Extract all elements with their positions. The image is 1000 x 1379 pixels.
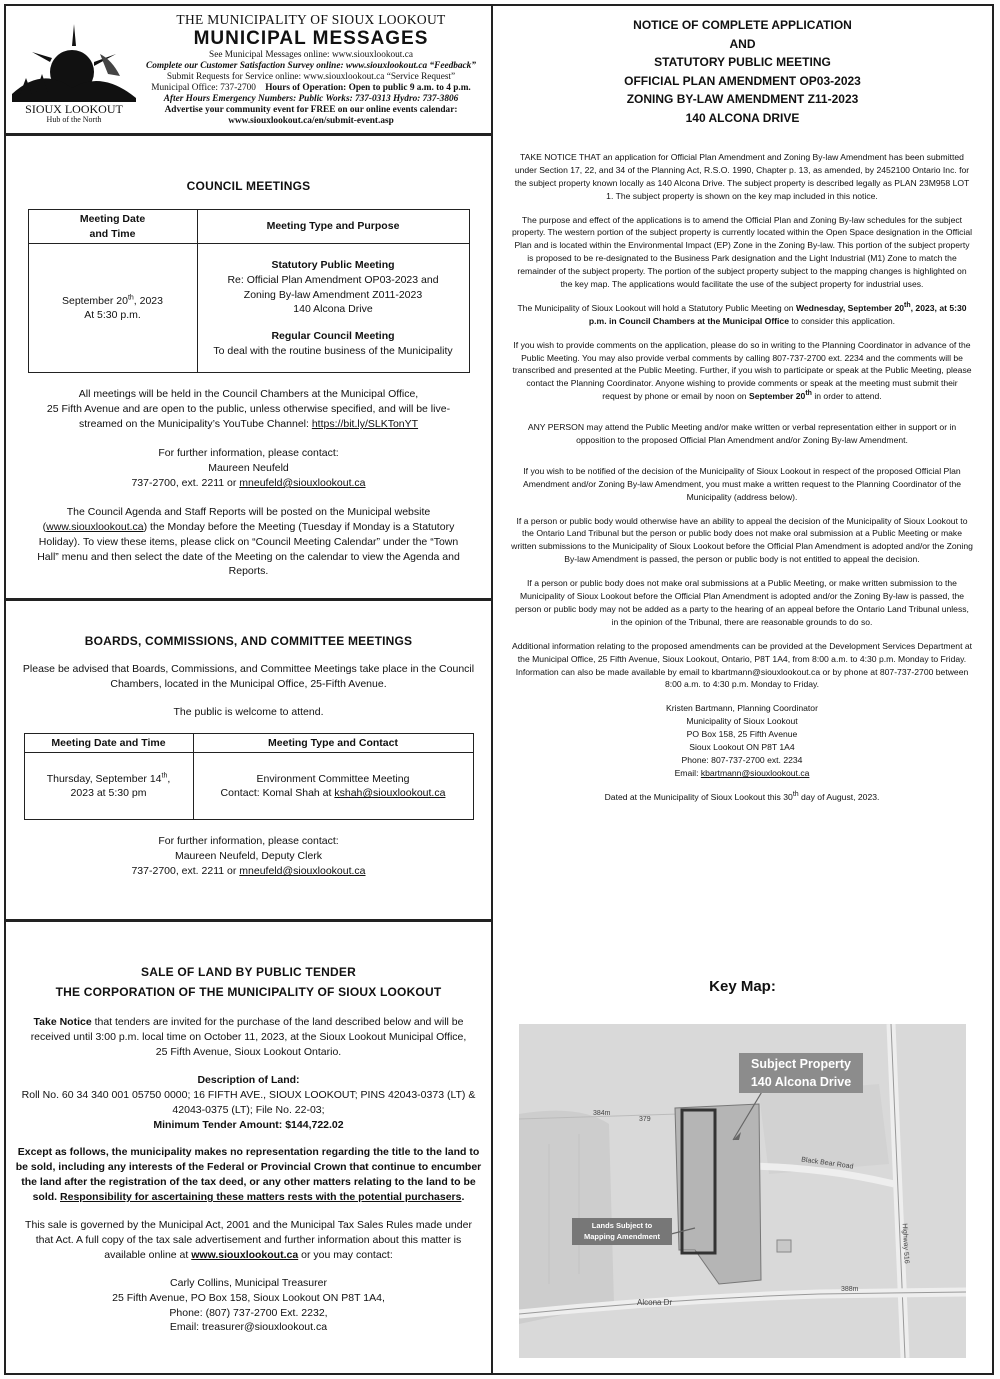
municipality-name: THE MUNICIPALITY OF SIOUX LOOKOUT	[176, 12, 446, 27]
logo-tagline: Hub of the North	[46, 115, 102, 124]
header-line-2: Complete our Customer Satisfaction Survey online: www.siouxlookout.ca “Feedback”	[146, 61, 476, 72]
header-title: MUNICIPAL MESSAGES	[193, 27, 429, 49]
coordinator-email-link[interactable]: kbartmann@siouxlookout.ca	[700, 767, 810, 778]
council-contact: For further information, please contact: Maureen Neufeld 737-2700, ext. 2211 or mneufeld@siouxlookout.ca	[131, 447, 366, 489]
tender-notice: Take Notice that tenders are invited for the purchase of the land described below and will be received until 3:00 p.m. local time on October 11, 2023, at the Sioux Lookout Municipal Office, 25 Fifth Avenue, Sioux Lookout Ontario.	[30, 1016, 467, 1058]
newspaper-page	[4, 4, 994, 1375]
boards-meetings-table	[24, 733, 474, 821]
notice-paragraph-1: TAKE NOTICE THAT an application for Official Plan Amendment and Zoning By-law Amendment has been submitted under Section 17, 22, and 34 of the Planning Act, R.S.O. 1990, Chapter p. 13, as amended, by 2452100 Ontario Inc. for the subject property known locally as 140 Alcona Drive. The subject property is described legally as PLAN 23M958 LOT 1. The subject property is shown on the key map included in this notice.	[514, 152, 970, 201]
meeting-date-cell: Thursday, September 14th, 2023 at 5:30 pm	[24, 753, 193, 820]
meeting-contact-cell: Environment Committee Meeting Contact: Komal Shah at kshah@siouxlookout.ca	[193, 753, 473, 820]
subject-property-label: Subject Property 140 Alcona Drive	[739, 1053, 863, 1093]
table-header-row	[28, 210, 469, 244]
council-meetings-table	[28, 209, 470, 373]
website-link[interactable]: www.siouxlookout.ca	[46, 520, 144, 533]
header-line-3: Submit Requests for Service online: www.siouxlookout.ca “Service Request”	[166, 72, 456, 83]
boards-heading: BOARDS, COMMISSIONS, AND COMMITTEE MEETINGS	[84, 634, 413, 648]
planning-coordinator-signature: Kristen Bartmann, Planning Coordinator Municipality of Sioux Lookout PO Box 158, 25 Fifth Avenue Sioux Lookout ON P8T 1A4 Phone: 807-737-2700 ext. 2234 Email: kbartmann@siouxlookout.ca	[666, 703, 818, 778]
table-header-type: Meeting Type and Purpose	[197, 210, 469, 244]
notice-paragraph-8: If a person or public body does not make oral submissions at a Public Meeting, or make written submission to the Municipality of Sioux Lookout before the Official Plan Amendment is adopted and/or the Zoning By-law is passed, the person or public body may not be added as a party to the hearing of an appeal before the Ontario Land Tribunal unless, in the opinion of the Tribunal, there are reasonable grounds to do so.	[515, 578, 969, 627]
header-line-1: See Municipal Messages online: www.siouxlookout.ca	[209, 50, 413, 61]
separator	[6, 133, 491, 136]
table-row	[28, 244, 469, 373]
black-bear-road-label: Black Bear Road	[800, 1156, 854, 1171]
alcona-dr-label: Alcona Dr	[637, 1298, 673, 1307]
council-paragraph-1: All meetings will be held in the Council Chambers at the Municipal Office, 25 Fifth Avenue and are open to the public, unless otherwise specified, and will be live- streamed on the Municipality’s YouTube Channel: https://bit.ly/SLKTonYT	[46, 388, 451, 431]
table-row	[24, 753, 473, 820]
header-text	[136, 12, 486, 127]
highway-516-label: Highway 516	[900, 1223, 910, 1264]
office-hours: Hours of Operation: Open to public 9 a.m. to 4 p.m.	[265, 83, 471, 94]
notice-paragraph-4: If you wish to provide comments on the application, please do so in writing to the Planning Coordinator in advance of the Public Meeting. You may also provide verbal comments by calling 807-737-2700 ext. 2234 and the comments will be transcribed and presented at the Public Meeting. Further, if you wish to participate or speak at the Public Meeting, please contact the Planning Coordinator. Anyone wishing to provide comments or speak at the meeting must submit their request by phone or email by noon on September 20th in order to attend.	[512, 339, 972, 402]
elevation-label: 384m	[593, 1110, 611, 1117]
treasurer-contact: Carly Collins, Municipal Treasurer 25 Fifth Avenue, PO Box 158, Sioux Lookout ON P8T 1A4, Phone: (807) 737-2700 Ext. 2232, Email: treasurer@siouxlookout.ca	[112, 1276, 385, 1334]
lands-subject-label: Lands Subject to Mapping Amendment	[572, 1218, 672, 1245]
table-header-type: Meeting Type and Contact	[193, 733, 473, 753]
committee-email-link[interactable]: kshah@siouxlookout.ca	[334, 787, 446, 800]
notice-title: NOTICE OF COMPLETE APPLICATION AND STATUTORY PUBLIC MEETING OFFICIAL PLAN AMENDMENT OP03-2023 ZONING BY-LAW AMENDMENT Z11-2023 140 ALCONA DRIVE	[624, 18, 861, 125]
council-heading: COUNCIL MEETINGS	[186, 179, 311, 193]
council-paragraph-3: The Council Agenda and Staff Reports will be posted on the Municipal website (www.siouxlookout.ca) the Monday before the Meeting (Tuesday if Monday is a Statutory Holiday). To view these items, please click on “Council Meeting Calendar” under the “Town Hall” menu and then select the date of the Meeting on the calendar to view the Agenda and Reports.	[37, 505, 460, 578]
notice-paragraph-6: If you wish to be notified of the decision of the Municipality of Sioux Lookout in respect of the proposed Official Plan Amendment and/or Zoning By-law Amendment, you must make a written request to the Planning Coordinator of the Municipality (address below).	[522, 465, 962, 502]
sioux-lookout-logo	[12, 14, 136, 124]
logo-name: SIOUX LOOKOUT	[25, 102, 123, 116]
notice-body	[511, 151, 973, 815]
right-column	[493, 6, 992, 1373]
elevation-label: 379	[639, 1116, 651, 1123]
table-header-date: Meeting Date and Time	[24, 733, 193, 753]
separator	[6, 598, 491, 601]
office-phone: Municipal Office: 737-2700	[151, 83, 256, 94]
elevation-label: 388m	[841, 1286, 859, 1293]
notice-paragraph-3: The Municipality of Sioux Lookout will hold a Statutory Public Meeting on Wednesday, September 20th, 2023, at 5:30 p.m. in Council Chambers at the Municipal Office to consider this application.	[517, 302, 967, 326]
land-description: Description of Land: Roll No. 60 34 340 001 05750 0000; 16 FIFTH AVE., SIOUX LOOKOUT; PINS 42043-0373 (LT) & 42043-0375 (LT); File No. 22-03; Minimum Tender Amount: $144,722.02	[21, 1073, 476, 1131]
minimum-tender-amount: Minimum Tender Amount: $144,722.02	[153, 1118, 344, 1131]
notice-paragraph-7: If a person or public body would otherwise have an ability to appeal the decision of the Municipality of Sioux Lookout to the Ontario Land Tribunal but the person or public body does not make oral submission at a Public Meeting or make written submissions to the Municipality of Sioux Lookout before the Official Plan Amendment is adopted and/or the Zoning By-law Amendment is passed, the person or public body is not entitled to appeal the decision.	[511, 515, 973, 565]
header-line-4	[136, 83, 486, 94]
notice-dated: Dated at the Municipality of Sioux Lookout this 30th day of August, 2023.	[604, 790, 880, 802]
tender-disclaimer: Except as follows, the municipality makes no representation regarding the title to the land to be sold, including any interests of the Federal or Provincial Crown that continue to encumber the land after the registration of the tax deed, or any other matters relating to the land to be sold. Responsibility for ascertaining these matters rests with the potential purchasers.	[15, 1146, 482, 1204]
tender-section	[6, 964, 491, 1335]
youtube-link[interactable]: https://bit.ly/SLKTonYT	[311, 418, 419, 431]
notice-paragraph-5: ANY PERSON may attend the Public Meeting and/or make written or verbal representation either in support or in opposition to the proposed Official Plan Amendment and/or Zoning By-law Amendment.	[527, 422, 957, 446]
notice-paragraph-9: Additional information relating to the proposed amendments can be provided at the Development Services Department at the Municipal Office, 25 Fifth Avenue, Sioux Lookout, Ontario, P8T 1A4, from 8:00 a.m. to 4:30 p.m. Monday to Friday. Information can also be made available by email to kbartmann@siouxlookout.ca or by phone at 807-737-2700 between 8:00 a.m. to 4:30 p.m. Monday to Friday.	[511, 640, 973, 690]
table-header-date: Meeting Date and Time	[28, 210, 197, 244]
header-line-6: Advertise your community event for FREE on our online events calendar:	[164, 105, 458, 116]
meeting-purpose-cell: Statutory Public Meeting Re: Official Plan Amendment OP03-2023 and Zoning By-law Amendment Z011-2023 140 Alcona Drive Regular Council Meeting To deal with the routine business of the Municipality	[197, 244, 469, 373]
key-map-title: Key Map:	[709, 978, 776, 995]
boards-paragraph-1: Please be advised that Boards, Commissions, and Committee Meetings take place in the Council Chambers, located in the Municipal Office, 25-Fifth Avenue.	[22, 663, 475, 690]
tender-heading-2: THE CORPORATION OF THE MUNICIPALITY OF SIOUX LOOKOUT	[55, 985, 442, 1000]
statutory-meeting-title: Statutory Public Meeting	[271, 259, 395, 272]
header-line-5: After Hours Emergency Numbers: Public Works: 737-0313 Hydro: 737-3806	[163, 94, 459, 105]
boards-section	[6, 633, 491, 879]
key-map	[519, 1024, 966, 1358]
municipal-messages-header	[6, 6, 491, 134]
tender-website-link[interactable]: www.siouxlookout.ca	[191, 1248, 299, 1261]
left-column	[6, 6, 493, 1373]
boards-contact: For further information, please contact: Maureen Neufeld, Deputy Clerk 737-2700, ext. 2211 or mneufeld@siouxlookout.ca	[131, 835, 366, 878]
regular-meeting-title: Regular Council Meeting	[271, 330, 395, 343]
deputy-clerk-email-link[interactable]: mneufeld@siouxlookout.ca	[239, 865, 366, 878]
notice-paragraph-2: The purpose and effect of the applications is to amend the Official Plan and Zoning By-law schedules for the subject property. The western portion of the subject property is currently located within the Open Space designation in the Official Plan and is located within the Environmental Impact (EP) Zone in the Zoning By-law. This portion of the subject property is proposed to be re-designated to the Business Park designation and the Light Industrial (M1) Zone to match the remainder of the subject property. The portion of the subject property subject to the mapping changes is highlighted on the key map. The applications would facilitate the use of the subject property for industrial uses.	[511, 214, 973, 290]
clerk-email-link[interactable]: mneufeld@siouxlookout.ca	[239, 476, 366, 489]
table-header-row	[24, 733, 473, 753]
header-line-7: www.siouxlookout.ca/en/submit-event.asp	[228, 116, 394, 127]
boards-paragraph-2: The public is welcome to attend.	[173, 705, 324, 718]
separator	[6, 919, 491, 922]
tender-heading-1: SALE OF LAND BY PUBLIC TENDER	[141, 965, 356, 979]
council-meetings-section	[6, 178, 491, 579]
meeting-date-cell: September 20th, 2023 At 5:30 p.m.	[28, 244, 197, 373]
tender-governance: This sale is governed by the Municipal Act, 2001 and the Municipal Tax Sales Rules made under that Act. A full copy of the tax sale advertisement and further information about this matter is available online at www.siouxlookout.ca or you may contact:	[25, 1219, 472, 1261]
